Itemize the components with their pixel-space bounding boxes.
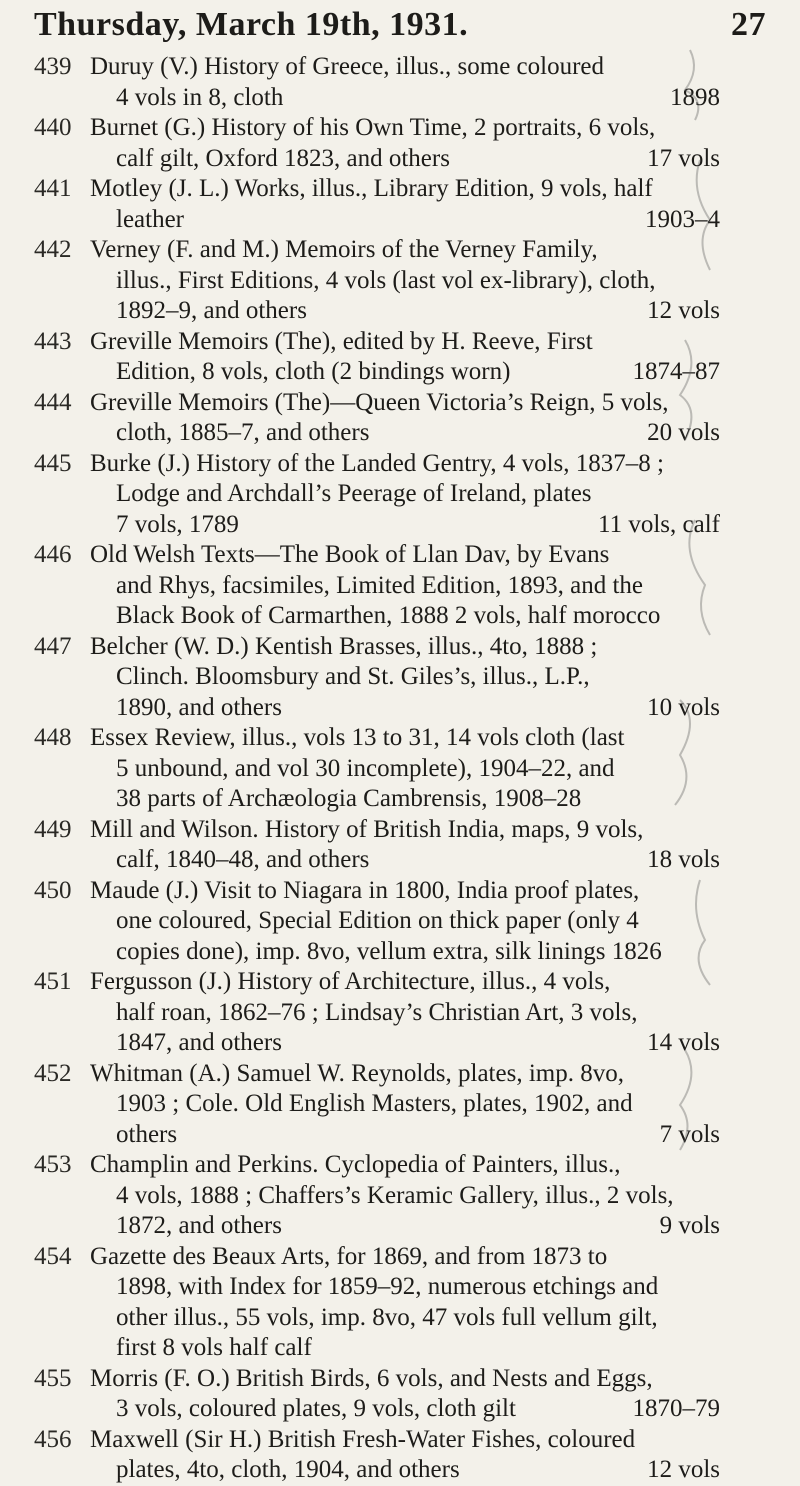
description-line	[90, 1089, 766, 1120]
description-line	[90, 693, 766, 724]
line-text: plates, 4to, cloth, 1904, and others	[116, 1456, 460, 1483]
description-line	[90, 906, 766, 937]
description-line	[90, 815, 766, 846]
line-trailing-detail	[710, 1242, 766, 1273]
description-line	[90, 113, 766, 144]
catalogue-lot	[34, 113, 766, 174]
line-text: Greville Memoirs (The)—Queen Victoria’s Reign, 5 vols,	[90, 388, 669, 416]
line-text: 1872, and others	[116, 1212, 282, 1239]
line-trailing-detail	[710, 1089, 766, 1120]
line-text: 1890, and others	[116, 693, 282, 721]
line-text: Burnet (G.) History of his Own Time, 2 portraits, 6 vols,	[90, 114, 656, 141]
description-line	[90, 144, 766, 175]
line-trailing-detail	[710, 1364, 766, 1395]
catalogue-lot	[34, 235, 766, 327]
line-text: Belcher (W. D.) Kentish Brasses, illus., 4to, 1888 ;	[90, 632, 598, 660]
line-text: Old Welsh Texts—The Book of Llan Dav, by Evans	[90, 541, 610, 568]
catalogue-lot	[34, 1242, 766, 1364]
line-trailing-detail: 17 vols	[647, 144, 720, 172]
catalogue-lot	[34, 876, 766, 968]
description-line	[90, 632, 766, 663]
line-trailing-detail	[710, 1150, 766, 1181]
description-line	[90, 510, 766, 541]
description-line	[90, 723, 766, 754]
description-line	[90, 174, 766, 205]
description-line	[90, 845, 766, 876]
catalogue-lot	[34, 540, 766, 632]
line-trailing-detail	[710, 937, 766, 968]
description-line	[90, 296, 766, 327]
catalogue-lot	[34, 632, 766, 724]
description-line	[90, 571, 766, 602]
line-trailing-detail	[710, 876, 766, 907]
description-line	[90, 540, 766, 571]
description-line	[90, 205, 766, 236]
lot-description	[90, 52, 766, 113]
lot-number: 456	[34, 1425, 72, 1453]
lot-number: 449	[34, 815, 72, 843]
line-text: Greville Memoirs (The), edited by H. Reeve, First	[90, 327, 593, 355]
description-line	[90, 1272, 766, 1303]
line-trailing-detail	[710, 1181, 766, 1212]
lot-number: 447	[34, 632, 72, 660]
description-line	[90, 967, 766, 998]
lot-description	[90, 1059, 766, 1151]
line-trailing-detail	[710, 632, 766, 663]
line-trailing-detail: 10 vols	[647, 693, 720, 721]
line-trailing-detail: 11 vols, calf	[598, 510, 720, 538]
line-text: one coloured, Special Edition on thick paper (only 4	[116, 907, 639, 934]
description-line	[90, 1242, 766, 1273]
line-text: calf, 1840–48, and others	[116, 846, 370, 873]
line-text: 5 unbound, and vol 30 incomplete), 1904–22, and	[116, 754, 615, 782]
line-trailing-detail: 9 vols	[659, 1212, 720, 1239]
line-trailing-detail	[710, 967, 766, 998]
description-line	[90, 235, 766, 266]
line-trailing-detail	[710, 388, 766, 419]
line-trailing-detail	[710, 1272, 766, 1303]
lot-description	[90, 1150, 766, 1242]
catalogue-lot	[34, 388, 766, 449]
lot-description	[90, 449, 766, 541]
description-line	[90, 1181, 766, 1212]
lot-number: 452	[34, 1059, 72, 1087]
lot-number: 451	[34, 968, 72, 995]
description-line	[90, 1333, 766, 1364]
lot-number: 441	[34, 175, 72, 202]
line-text: 1903 ; Cole. Old English Masters, plates, 1902, and	[116, 1090, 633, 1117]
lot-description	[90, 540, 766, 632]
line-text: Verney (F. and M.) Memoirs of the Verney Family,	[90, 236, 598, 263]
lot-description	[90, 1242, 766, 1364]
description-line	[90, 479, 766, 510]
line-trailing-detail: 1898	[670, 83, 720, 111]
line-text: other illus., 55 vols, imp. 8vo, 47 vols full vellum gilt,	[116, 1303, 658, 1331]
lot-description	[90, 1364, 766, 1425]
line-trailing-detail	[710, 723, 766, 754]
line-text: Morris (F. O.) British Birds, 6 vols, and Nests and Eggs,	[90, 1364, 653, 1392]
line-trailing-detail	[710, 784, 766, 815]
line-text: Edition, 8 vols, cloth (2 bindings worn)	[116, 358, 511, 385]
description-line	[90, 357, 766, 388]
description-line	[90, 1211, 766, 1242]
catalogue-lot	[34, 1059, 766, 1151]
line-trailing-detail: 1903–4	[645, 205, 720, 233]
line-text: calf gilt, Oxford 1823, and others	[116, 144, 450, 172]
description-line	[90, 601, 766, 632]
line-text: copies done), imp. 8vo, vellum extra, silk linings 1826	[116, 937, 662, 965]
line-text: 4 vols, 1888 ; Chaffers’s Keramic Gallery, illus., 2 vols,	[116, 1181, 674, 1209]
lot-description	[90, 174, 766, 235]
line-text: Duruy (V.) History of Greece, illus., some coloured	[90, 53, 605, 80]
description-line	[90, 662, 766, 693]
description-line	[90, 1150, 766, 1181]
line-text: Essex Review, illus., vols 13 to 31, 14 vols cloth (last	[90, 724, 625, 751]
line-trailing-detail	[710, 235, 766, 266]
description-line	[90, 1303, 766, 1334]
line-text: 7 vols, 1789	[116, 510, 239, 538]
line-text: Burke (J.) History of the Landed Gentry, 4 vols, 1837–8 ;	[90, 449, 664, 477]
line-text: Mill and Wilson. History of British India, maps, 9 vols,	[90, 815, 644, 843]
line-trailing-detail	[710, 571, 766, 602]
line-trailing-detail: 12 vols	[647, 1456, 720, 1483]
line-trailing-detail	[710, 266, 766, 297]
page-header	[34, 6, 766, 50]
line-trailing-detail	[710, 113, 766, 144]
line-trailing-detail	[710, 662, 766, 693]
line-trailing-detail: 12 vols	[647, 297, 720, 324]
lot-description	[90, 723, 766, 815]
catalogue-lot	[34, 449, 766, 541]
catalogue-lot	[34, 174, 766, 235]
description-line	[90, 449, 766, 480]
line-trailing-detail: 7 vols	[659, 1120, 720, 1148]
catalogue-lot	[34, 1364, 766, 1425]
line-trailing-detail	[710, 998, 766, 1029]
line-trailing-detail	[710, 754, 766, 785]
line-trailing-detail	[710, 174, 766, 205]
line-text: 1847, and others	[116, 1029, 282, 1056]
line-text: Fergusson (J.) History of Architecture, illus., 4 vols,	[90, 968, 611, 995]
line-text: leather	[116, 205, 185, 233]
line-text: 1892–9, and others	[116, 297, 307, 324]
lot-description	[90, 235, 766, 327]
line-text: Motley (J. L.) Works, illus., Library Edition, 9 vols, half	[90, 175, 653, 202]
line-trailing-detail	[710, 540, 766, 571]
line-text: Maude (J.) Visit to Niagara in 1800, India proof plates,	[90, 876, 640, 904]
description-line	[90, 1028, 766, 1059]
lot-description	[90, 113, 766, 174]
lot-description	[90, 327, 766, 388]
header-page-number: 27	[731, 6, 766, 43]
lot-description	[90, 876, 766, 968]
line-trailing-detail	[710, 327, 766, 358]
description-line	[90, 998, 766, 1029]
description-line	[90, 1425, 766, 1456]
line-trailing-detail	[710, 479, 766, 510]
line-text: Champlin and Perkins. Cyclopedia of Painters, illus.,	[90, 1151, 621, 1178]
line-trailing-detail: 1874–87	[632, 358, 720, 385]
line-trailing-detail	[710, 52, 766, 83]
line-trailing-detail	[710, 449, 766, 480]
lot-number: 446	[34, 541, 72, 568]
description-line	[90, 1120, 766, 1151]
catalogue-lot	[34, 1150, 766, 1242]
description-line	[90, 937, 766, 968]
description-line	[90, 1455, 766, 1486]
catalogue-lot	[34, 327, 766, 388]
lot-number: 442	[34, 236, 72, 263]
description-line	[90, 83, 766, 114]
line-trailing-detail: 18 vols	[647, 846, 720, 873]
lot-list	[34, 52, 766, 1486]
lot-number: 440	[34, 114, 72, 141]
description-line	[90, 52, 766, 83]
catalogue-lot	[34, 1425, 766, 1486]
lot-description	[90, 815, 766, 876]
lot-number: 448	[34, 724, 72, 751]
description-line	[90, 418, 766, 449]
lot-number: 454	[34, 1242, 72, 1270]
line-text: Clinch. Bloomsbury and St. Giles’s, illus., L.P.,	[116, 663, 590, 690]
line-text: Whitman (A.) Samuel W. Reynolds, plates, imp. 8vo,	[90, 1059, 624, 1087]
line-trailing-detail	[710, 1303, 766, 1334]
description-line	[90, 754, 766, 785]
description-line	[90, 876, 766, 907]
lot-number: 453	[34, 1151, 72, 1178]
line-trailing-detail: 1870–79	[632, 1395, 720, 1422]
lot-number: 445	[34, 449, 72, 477]
line-text: half roan, 1862–76 ; Lindsay’s Christian Art, 3 vols,	[116, 998, 638, 1026]
lot-number: 439	[34, 53, 72, 80]
lot-description	[90, 967, 766, 1059]
line-text: others	[116, 1120, 178, 1148]
description-line	[90, 1394, 766, 1425]
description-line	[90, 327, 766, 358]
line-text: Lodge and Archdall’s Peerage of Ireland, plates	[116, 480, 592, 507]
header-date: Thursday, March 19th, 1931.	[34, 6, 469, 43]
description-line	[90, 388, 766, 419]
catalogue-lot	[34, 723, 766, 815]
line-text: cloth, 1885–7, and others	[116, 419, 370, 446]
line-text: Black Book of Carmarthen, 1888 2 vols, half morocco	[116, 602, 661, 629]
line-text: 1898, with Index for 1859–92, numerous etchings and	[116, 1273, 659, 1300]
catalogue-lot	[34, 815, 766, 876]
lot-number: 455	[34, 1364, 72, 1392]
line-trailing-detail	[710, 601, 766, 632]
line-text: Gazette des Beaux Arts, for 1869, and from 1873 to	[90, 1242, 608, 1270]
lot-description	[90, 1425, 766, 1486]
lot-number: 443	[34, 327, 72, 355]
description-line	[90, 266, 766, 297]
description-line	[90, 784, 766, 815]
catalogue-lot	[34, 52, 766, 113]
lot-description	[90, 388, 766, 449]
lot-number: 444	[34, 388, 72, 416]
line-text: 38 parts of Archæologia Cambrensis, 1908–28	[116, 785, 582, 812]
line-trailing-detail	[710, 1059, 766, 1090]
line-text: 4 vols in 8, cloth	[116, 83, 284, 111]
line-trailing-detail: 20 vols	[647, 419, 720, 446]
line-text: 3 vols, coloured plates, 9 vols, cloth gilt	[116, 1395, 516, 1422]
line-trailing-detail	[710, 815, 766, 846]
description-line	[90, 1364, 766, 1395]
lot-number: 450	[34, 876, 72, 904]
line-text: first 8 vols half calf	[116, 1334, 312, 1361]
description-line	[90, 1059, 766, 1090]
line-text: illus., First Editions, 4 vols (last vol ex-library), cloth,	[116, 266, 656, 294]
line-trailing-detail	[710, 906, 766, 937]
line-trailing-detail: 14 vols	[647, 1029, 720, 1056]
lot-description	[90, 632, 766, 724]
line-trailing-detail	[710, 1425, 766, 1456]
line-text: and Rhys, facsimiles, Limited Edition, 1893, and the	[116, 571, 644, 599]
catalogue-lot	[34, 967, 766, 1059]
line-text: Maxwell (Sir H.) British Fresh-Water Fishes, coloured	[90, 1425, 636, 1453]
line-trailing-detail	[710, 1333, 766, 1364]
